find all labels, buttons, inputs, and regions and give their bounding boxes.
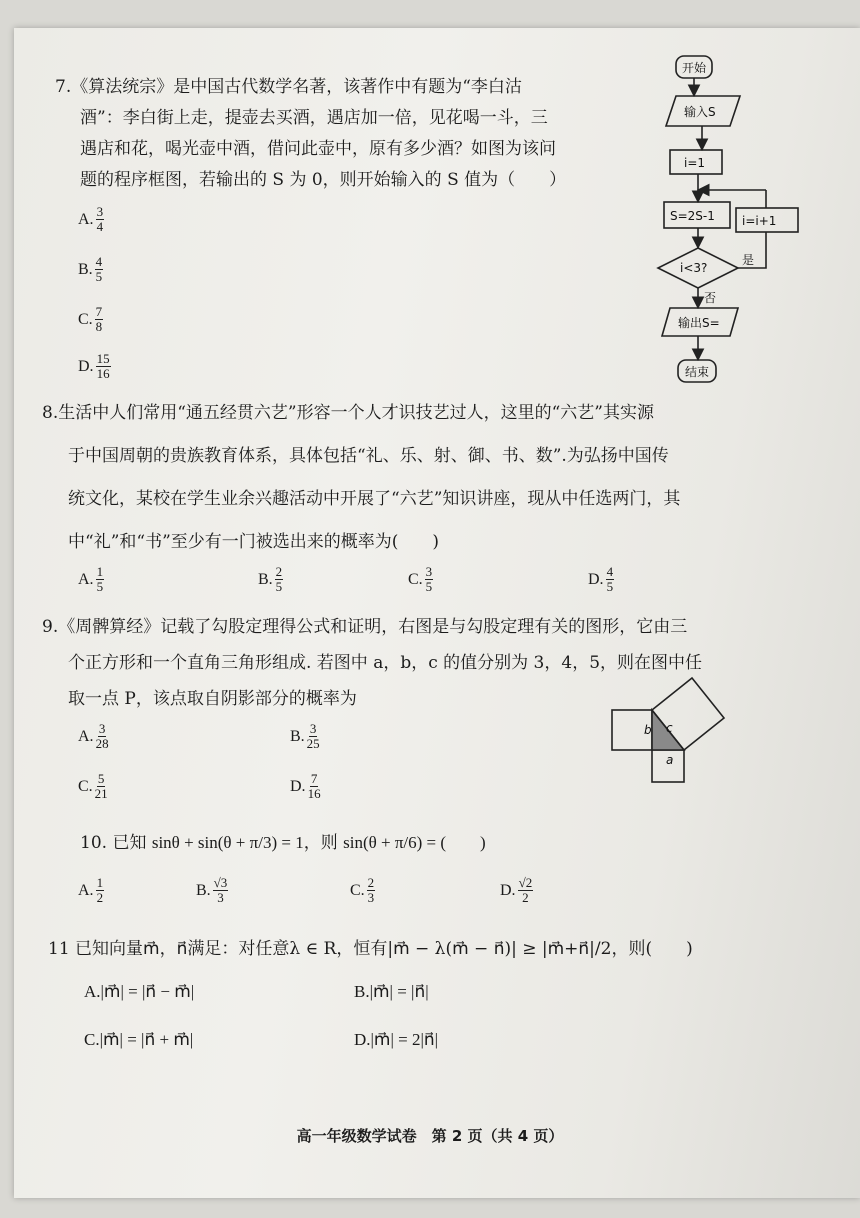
q10-option-c[interactable]: C. $\frac{2}{3}$ <box>350 875 375 905</box>
q11-option-a[interactable]: A. |m⃗| = |n⃗ − m⃗| <box>84 982 195 1001</box>
q11-option-b[interactable]: B. |m⃗| = |n⃗| <box>354 982 429 1001</box>
svg-text:S=2S-1: S=2S-1 <box>670 209 715 223</box>
q8-line-3: 统文化，某校在学生业余兴趣活动中开展了“六艺”知识讲座，现从中任选两门，其 <box>68 489 681 509</box>
q10-equation-1: sinθ + sin(θ + π/3) = 1 <box>151 833 304 852</box>
q8-option-d[interactable]: D. $\frac{4}{5}$ <box>588 564 614 594</box>
q7-line-2: 酒”：李白街上走，提壶去买酒，遇店加一倍，见花喝一斗，三 <box>80 108 548 128</box>
svg-text:a: a <box>666 753 674 767</box>
svg-text:i=1: i=1 <box>684 156 706 170</box>
svg-text:开始: 开始 <box>682 61 707 75</box>
q7-line-4: 题的程序框图，若输出的 S 为 0，则开始输入的 S 值为（ ） <box>80 170 567 190</box>
q8-line-2: 于中国周朝的贵族教育体系，具体包括“礼、乐、射、御、书、数”.为弘扬中国传 <box>68 446 669 466</box>
q8-option-b[interactable]: B. $\frac{2}{5}$ <box>258 564 283 594</box>
svg-text:结束: 结束 <box>685 365 710 379</box>
q9-line-2: 个正方形和一个直角三角形组成. 若图中 a，b，c 的值分别为 3，4，5，则在图中任 <box>68 653 703 673</box>
q9-line-1: 9.《周髀算经》记载了勾股定理得公式和证明，右图是与勾股定理有关的图形，它由三 <box>42 617 688 637</box>
q10-equation-2: sin(θ + π/6) = ( ) <box>343 833 486 852</box>
q8-option-a[interactable]: A. $\frac{1}{5}$ <box>78 564 104 594</box>
q10-stem: 10. 已知 sinθ + sin(θ + π/3) = 1，则 sin(θ + π/6) = ( ) <box>80 833 486 853</box>
svg-text:输入S: 输入S <box>684 105 716 119</box>
svg-text:b: b <box>644 723 652 737</box>
page-footer: 高一年级数学试卷 第 2 页（共 4 页） <box>296 1127 564 1145</box>
svg-text:i<3?: i<3? <box>680 261 708 275</box>
svg-text:是: 是 <box>742 253 755 267</box>
svg-text:c: c <box>666 721 673 735</box>
q9-option-d[interactable]: D. $\frac{7}{16}$ <box>290 771 321 801</box>
q7-flowchart <box>640 50 820 390</box>
q11-option-c[interactable]: C. |m⃗| = |n⃗ + m⃗| <box>84 1030 194 1049</box>
q9-option-a[interactable]: A. $\frac{3}{28}$ <box>78 721 109 751</box>
svg-text:否: 否 <box>704 291 717 305</box>
q8-option-c[interactable]: C. $\frac{3}{5}$ <box>408 564 433 594</box>
svg-text:i=i+1: i=i+1 <box>742 214 777 228</box>
q7-option-a[interactable]: A. $\frac{3}{4}$ <box>78 204 104 234</box>
q11-option-d[interactable]: D. |m⃗| = 2|n⃗| <box>354 1030 439 1049</box>
q8-line-1: 8.生活中人们常用“通五经贯六艺”形容一个人才识技艺过人，这里的“六艺”其实源 <box>42 403 654 423</box>
q7-option-b[interactable]: B. $\frac{4}{5}$ <box>78 254 103 284</box>
q9-line-3: 取一点 P，该点取自阴影部分的概率为 <box>68 689 357 709</box>
q7-option-c[interactable]: C. $\frac{7}{8}$ <box>78 304 103 334</box>
q11-stem: 11 已知向量m⃗，n⃗满足：对任意λ ∈ R，恒有|m⃗ − λ(m⃗ − n⃗)| ≥ |m⃗+n⃗|/2，则( ) <box>48 939 693 959</box>
q10-option-a[interactable]: A. $\frac{1}{2}$ <box>78 875 104 905</box>
q10-option-b[interactable]: B. $\frac{√3}{3}$ <box>196 875 228 905</box>
q9-option-c[interactable]: C. $\frac{5}{21}$ <box>78 771 108 801</box>
q7-line-1: 7.《算法统宗》是中国古代数学名著，该著作中有题为“李白沽 <box>55 77 522 97</box>
svg-text:输出S=: 输出S= <box>678 316 720 330</box>
q9-option-b[interactable]: B. $\frac{3}{25}$ <box>290 721 320 751</box>
q7-line-3: 遇店和花，喝光壶中酒，借问此壶中，原有多少酒？如图为该问 <box>80 139 556 159</box>
q9-pythagoras-figure <box>604 672 744 792</box>
q8-line-4: 中“礼”和“书”至少有一门被选出来的概率为( ) <box>68 532 440 552</box>
q7-option-d[interactable]: D. $\frac{15}{16}$ <box>78 351 110 381</box>
q10-option-d[interactable]: D. $\frac{√2}{2}$ <box>500 875 533 905</box>
